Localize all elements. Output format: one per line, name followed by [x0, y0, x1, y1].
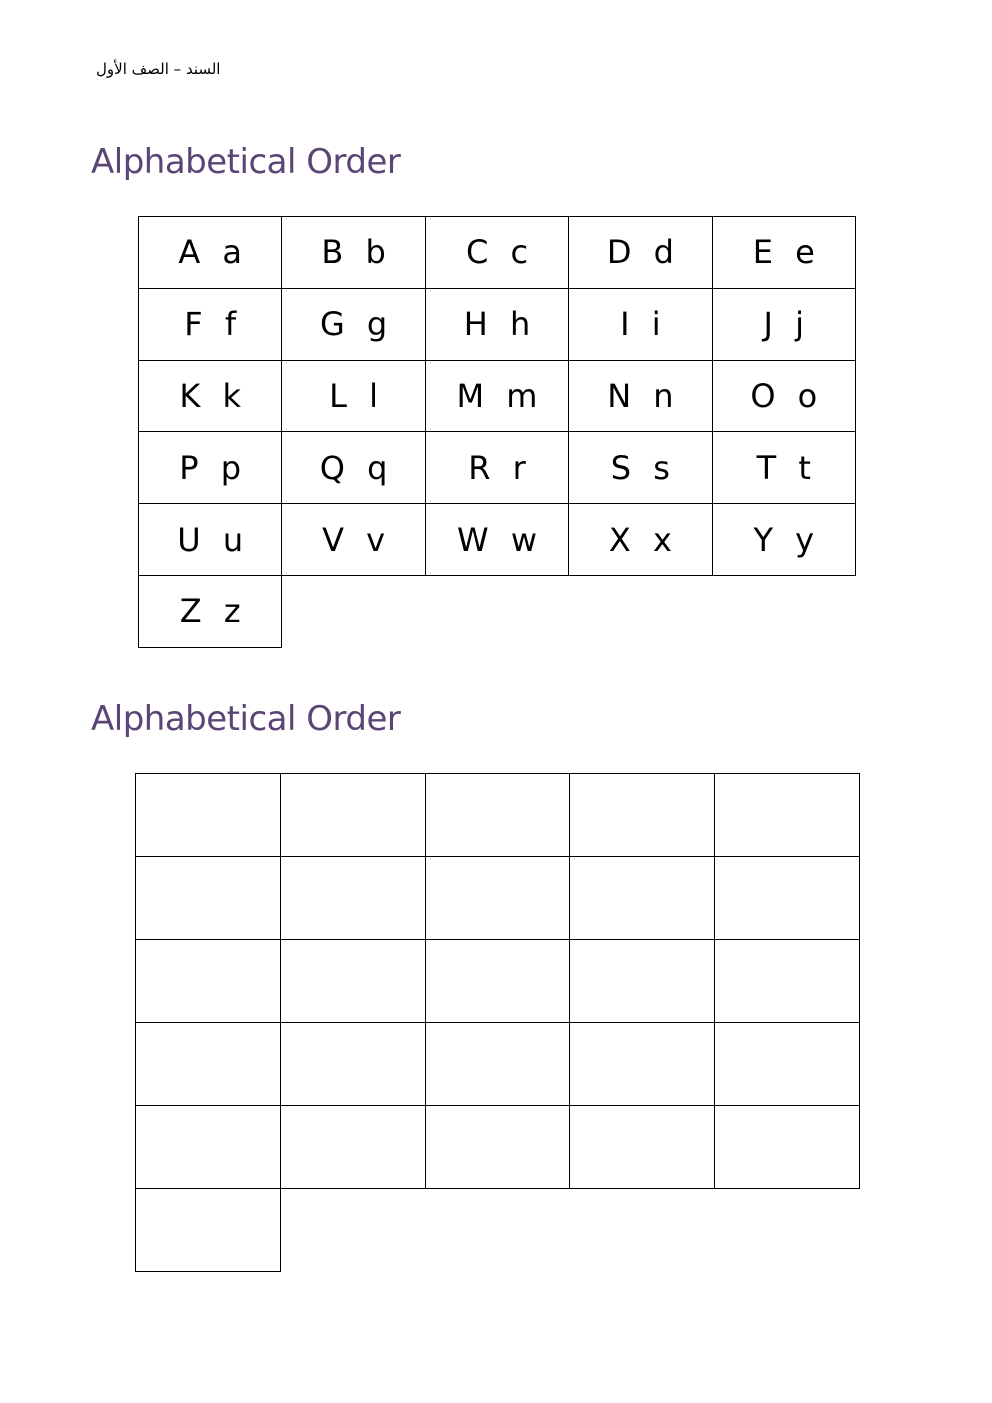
- letter-label: K k: [179, 376, 248, 415]
- letter-label: W w: [457, 520, 543, 559]
- letter-label: I i: [620, 305, 667, 344]
- letter-label: Y y: [753, 520, 821, 559]
- letter-label: X x: [608, 520, 678, 559]
- letter-cell: [425, 360, 569, 433]
- letter-label: N n: [607, 376, 680, 415]
- letter-cell: [712, 216, 856, 289]
- header-text: السند – الصف الأول: [96, 60, 221, 78]
- letter-label: L l: [329, 376, 385, 415]
- blank-letter-cell[interactable]: [425, 1022, 571, 1106]
- letter-cell: [568, 360, 712, 433]
- letter-label: A a: [178, 233, 249, 272]
- blank-letter-cell[interactable]: [569, 1105, 715, 1189]
- letter-cell: [138, 216, 282, 289]
- blank-letter-cell[interactable]: [135, 1022, 281, 1106]
- letter-cell: [425, 431, 569, 504]
- letter-cell: [568, 288, 712, 361]
- letter-cell: [712, 503, 856, 576]
- blank-letter-cell[interactable]: [135, 939, 281, 1023]
- letter-cell: [425, 216, 569, 289]
- blank-letter-cell[interactable]: [714, 856, 860, 940]
- blank-letter-cell[interactable]: [425, 773, 571, 857]
- blank-letter-cell[interactable]: [425, 939, 571, 1023]
- letter-label: P p: [179, 448, 248, 487]
- letter-label: B b: [321, 233, 392, 272]
- letter-label: C c: [465, 233, 535, 272]
- blank-letter-cell[interactable]: [135, 773, 281, 857]
- letter-cell: [281, 288, 425, 361]
- blank-letter-cell[interactable]: [714, 1022, 860, 1106]
- blank-letter-cell[interactable]: [714, 939, 860, 1023]
- blank-letter-cell[interactable]: [280, 1022, 426, 1106]
- blank-letter-cell[interactable]: [425, 1105, 571, 1189]
- blank-letter-cell[interactable]: [569, 856, 715, 940]
- blank-letter-cell[interactable]: [280, 939, 426, 1023]
- letter-label: H h: [463, 305, 537, 344]
- letter-cell: [568, 216, 712, 289]
- blank-letter-cell[interactable]: [569, 773, 715, 857]
- section-title-1: Alphabetical Order: [91, 142, 401, 182]
- letter-cell: [425, 503, 569, 576]
- letter-label: F f: [184, 305, 243, 344]
- letter-label: U u: [177, 520, 250, 559]
- letter-label: S s: [610, 448, 676, 487]
- letter-label: R r: [468, 448, 532, 487]
- blank-letter-cell[interactable]: [135, 856, 281, 940]
- letter-label: J j: [763, 305, 811, 344]
- letter-cell: [138, 288, 282, 361]
- letter-label: V v: [322, 520, 392, 559]
- letter-cell: [712, 431, 856, 504]
- letter-cell: [568, 431, 712, 504]
- blank-letter-cell[interactable]: [280, 856, 426, 940]
- letter-cell: [281, 503, 425, 576]
- letter-cell: [281, 216, 425, 289]
- blank-letter-cell[interactable]: [280, 773, 426, 857]
- letter-cell: [281, 360, 425, 433]
- letter-cell: [138, 360, 282, 433]
- blank-letter-cell[interactable]: [714, 1105, 860, 1189]
- blank-letter-cell[interactable]: [569, 939, 715, 1023]
- letter-label: O o: [750, 376, 824, 415]
- blank-letter-cell[interactable]: [280, 1105, 426, 1189]
- letter-label: T t: [756, 448, 817, 487]
- letter-cell: [712, 288, 856, 361]
- letter-cell: [425, 288, 569, 361]
- letter-cell: [138, 431, 282, 504]
- letter-label: Z z: [179, 592, 247, 631]
- letter-cell: [568, 503, 712, 576]
- letter-cell: [281, 431, 425, 504]
- blank-letter-cell[interactable]: [135, 1105, 281, 1189]
- letter-label: E e: [752, 233, 821, 272]
- blank-letter-cell[interactable]: [425, 856, 571, 940]
- letter-cell: [138, 503, 282, 576]
- letter-label: D d: [606, 233, 680, 272]
- blank-letter-cell[interactable]: [135, 1188, 281, 1272]
- letter-cell: [712, 360, 856, 433]
- letter-label: M m: [456, 376, 544, 415]
- letter-label: Q q: [319, 448, 394, 487]
- letter-cell: [138, 575, 282, 648]
- blank-letter-cell[interactable]: [714, 773, 860, 857]
- section-title-2: Alphabetical Order: [91, 699, 401, 739]
- letter-label: G g: [319, 305, 394, 344]
- blank-letter-cell[interactable]: [569, 1022, 715, 1106]
